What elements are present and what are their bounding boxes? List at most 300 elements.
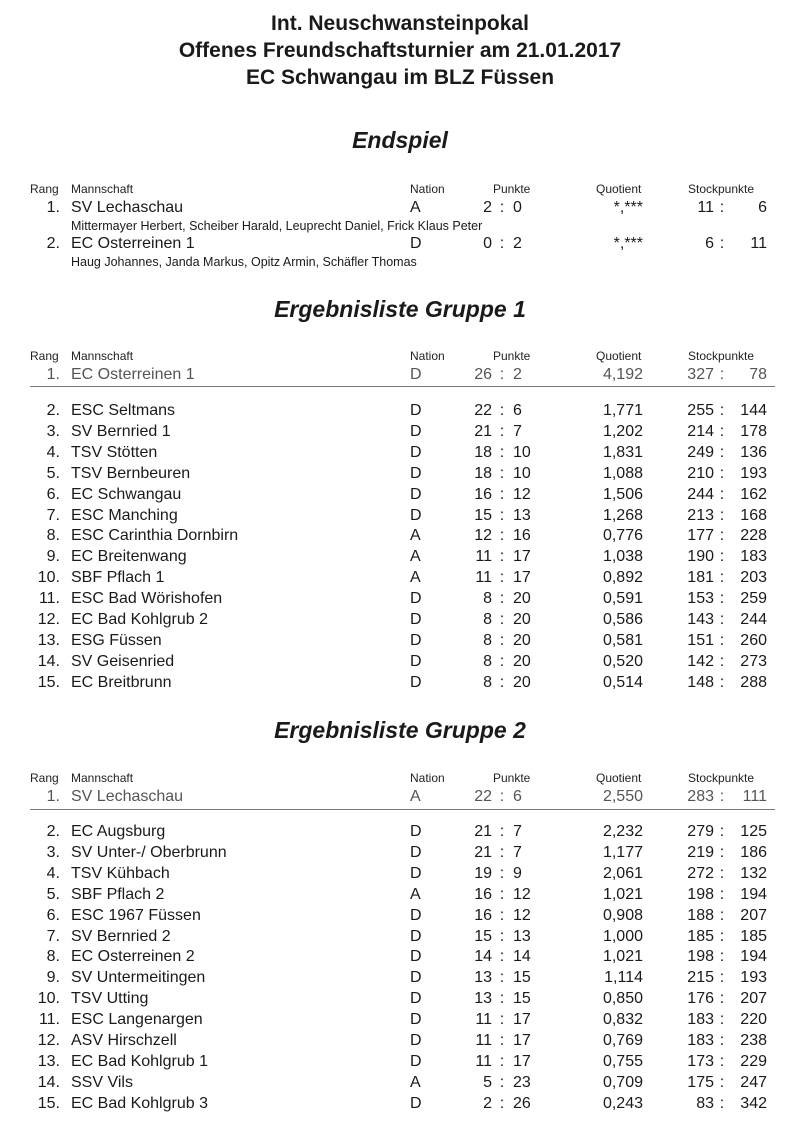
stock-points-against-cell: 194	[740, 948, 767, 966]
rank-cell: 10.	[37, 990, 60, 1008]
points-against-cell: 20	[513, 673, 531, 691]
stock-points-separator: :	[719, 199, 725, 216]
stock-points-separator: :	[719, 1052, 725, 1070]
col-punkte: Punkte	[493, 771, 531, 785]
stock-points-separator: :	[719, 843, 725, 861]
points-against-cell: 17	[513, 1052, 531, 1070]
points-against-cell: 26	[513, 1094, 531, 1112]
header-line-2: Offenes Freundschaftsturnier am 21.01.2017	[178, 39, 622, 62]
quotient-cell: 0,591	[602, 590, 643, 608]
points-against-cell: 10	[513, 443, 531, 461]
quotient-cell: 4,192	[602, 366, 643, 383]
points-separator: :	[499, 199, 505, 216]
table-row	[0, 402, 800, 423]
stock-points-against-cell: 136	[740, 443, 767, 461]
points-separator: :	[499, 885, 505, 903]
quotient-cell: 1,831	[602, 443, 643, 461]
nation-cell: A	[410, 1073, 421, 1091]
team-cell: ASV Hirschzell	[71, 1032, 177, 1049]
table-row	[0, 590, 800, 611]
stock-points-for-cell: 148	[687, 673, 714, 691]
points-for-cell: 14	[474, 948, 492, 966]
rank-cell: 5.	[46, 885, 60, 903]
stock-points-against-cell: 183	[740, 548, 767, 566]
stock-points-against-cell: 125	[740, 823, 767, 840]
rank-cell: 7.	[46, 927, 60, 945]
col-quotient: Quotient	[596, 349, 642, 363]
col-mannschaft: Mannschaft	[71, 349, 134, 363]
rank-cell: 2.	[46, 235, 60, 252]
team-cell: EC Augsburg	[71, 823, 166, 840]
stock-points-for-cell: 198	[687, 885, 714, 903]
points-separator: :	[499, 906, 505, 924]
points-against-cell: 7	[513, 422, 522, 440]
table-row	[0, 465, 800, 486]
stock-points-for-cell: 83	[696, 1094, 714, 1112]
stock-points-for-cell: 255	[687, 402, 714, 419]
points-separator: :	[499, 673, 505, 691]
quotient-cell: 0,776	[602, 527, 643, 545]
column-header-gruppe-2	[0, 771, 800, 785]
points-separator: :	[499, 1011, 505, 1029]
points-against-cell: 12	[513, 906, 531, 924]
stock-points-against-cell: 247	[740, 1073, 767, 1091]
nation-cell: A	[410, 199, 421, 216]
points-against-cell: 2	[513, 366, 522, 383]
stock-points-against-cell: 193	[740, 464, 767, 482]
team-cell: EC Bad Kohlgrub 2	[71, 611, 208, 628]
table-row	[0, 823, 800, 844]
quotient-cell: 1,771	[602, 402, 643, 419]
rank-cell: 11.	[38, 1011, 60, 1029]
points-separator: :	[499, 1052, 505, 1070]
team-cell: ESC Seltmans	[71, 402, 176, 419]
rank-cell: 15.	[37, 673, 60, 691]
rank-cell: 2.	[46, 823, 60, 840]
nation-cell: D	[410, 948, 422, 966]
points-separator: :	[499, 548, 505, 566]
points-against-cell: 10	[513, 464, 531, 482]
stock-points-for-cell: 190	[687, 548, 714, 566]
points-for-cell: 16	[474, 906, 492, 924]
points-separator: :	[499, 843, 505, 861]
stock-points-against-cell: 186	[740, 843, 767, 861]
col-rang: Rang	[30, 349, 59, 363]
stock-points-against-cell: 178	[740, 422, 767, 440]
team-cell: EC Bad Kohlgrub 3	[71, 1094, 208, 1112]
stock-points-against-cell: 132	[740, 864, 767, 882]
team-cell: SV Lechaschau	[71, 788, 184, 805]
stock-points-separator: :	[719, 906, 725, 924]
stock-points-separator: :	[719, 788, 725, 805]
table-row	[0, 569, 800, 590]
section-title-gruppe-2: Ergebnisliste Gruppe 2	[274, 717, 526, 743]
team-cell: ESC Carinthia Dornbirn	[71, 527, 239, 545]
points-separator: :	[499, 590, 505, 608]
nation-cell: A	[410, 569, 421, 587]
nation-cell: D	[410, 402, 422, 419]
points-against-cell: 20	[513, 652, 531, 670]
team-cell: TSV Utting	[71, 990, 149, 1008]
table-row	[0, 1095, 800, 1116]
table-row	[0, 507, 800, 528]
quotient-cell: 1,038	[602, 548, 643, 566]
table-row	[0, 1053, 800, 1074]
table-row	[0, 990, 800, 1011]
stock-points-separator: :	[719, 864, 725, 882]
team-cell: TSV Kühbach	[71, 864, 170, 882]
points-separator: :	[499, 927, 505, 945]
quotient-cell: 1,202	[602, 422, 643, 440]
rank-cell: 11.	[38, 590, 60, 608]
points-against-cell: 17	[513, 1011, 531, 1029]
table-row	[0, 928, 800, 949]
points-for-cell: 0	[483, 235, 492, 252]
stock-points-against-cell: 162	[740, 485, 767, 503]
stock-points-separator: :	[719, 990, 725, 1008]
stock-points-for-cell: 142	[687, 652, 714, 670]
points-separator: :	[499, 527, 505, 545]
points-against-cell: 14	[513, 948, 531, 966]
points-for-cell: 19	[474, 864, 492, 882]
points-for-cell: 8	[483, 611, 492, 628]
team-cell: EC Osterreinen 1	[71, 235, 195, 252]
nation-cell: D	[410, 1011, 422, 1029]
team-cell: ESC Langenargen	[71, 1011, 203, 1029]
rank-cell: 3.	[46, 843, 60, 861]
col-stockpunkte: Stockpunkte	[688, 771, 755, 785]
rank-cell: 4.	[46, 443, 60, 461]
points-for-cell: 22	[474, 788, 492, 805]
points-for-cell: 21	[474, 422, 492, 440]
points-against-cell: 13	[513, 927, 531, 945]
nation-cell: D	[410, 673, 422, 691]
stock-points-against-cell: 203	[740, 569, 767, 587]
col-rang: Rang	[30, 771, 59, 785]
col-nation: Nation	[410, 771, 445, 785]
col-nation: Nation	[410, 349, 445, 363]
points-against-cell: 9	[513, 864, 522, 882]
points-separator: :	[499, 485, 505, 503]
rank-cell: 1.	[46, 788, 60, 805]
team-cell: ESC 1967 Füssen	[71, 906, 201, 924]
team-cell: EC Bad Kohlgrub 1	[71, 1052, 208, 1070]
points-for-cell: 18	[474, 443, 492, 461]
quotient-cell: 0,850	[602, 990, 643, 1008]
nation-cell: D	[410, 990, 422, 1008]
col-quotient: Quotient	[596, 182, 642, 196]
stock-points-separator: :	[719, 1032, 725, 1049]
table-row	[0, 444, 800, 465]
table-row	[0, 235, 800, 256]
column-header-endspiel	[0, 182, 800, 196]
table-row	[0, 865, 800, 886]
stock-points-for-cell: 214	[687, 422, 714, 440]
quotient-cell: 1,021	[602, 885, 643, 903]
stock-points-against-cell: 144	[740, 402, 767, 419]
stock-points-separator: :	[719, 422, 725, 440]
table-row	[0, 527, 800, 548]
points-for-cell: 13	[474, 969, 492, 987]
col-punkte: Punkte	[493, 349, 531, 363]
team-cell: SV Geisenried	[71, 652, 175, 670]
stock-points-separator: :	[719, 948, 725, 966]
points-against-cell: 7	[513, 843, 522, 861]
team-cell: EC Breitbrunn	[71, 673, 172, 691]
stock-points-against-cell: 238	[740, 1032, 767, 1049]
points-for-cell: 8	[483, 631, 492, 649]
stock-points-against-cell: 260	[740, 631, 767, 649]
document-header	[0, 10, 800, 91]
nation-cell: D	[410, 422, 422, 440]
header-line-3: EC Schwangau im BLZ Füssen	[245, 66, 555, 89]
stock-points-for-cell: 183	[687, 1011, 714, 1029]
points-for-cell: 11	[475, 1052, 492, 1070]
stock-points-for-cell: 213	[687, 506, 714, 524]
points-separator: :	[499, 1073, 505, 1091]
stock-points-separator: :	[719, 823, 725, 840]
table-row	[0, 548, 800, 569]
stock-points-for-cell: 177	[687, 527, 714, 545]
points-against-cell: 2	[513, 235, 522, 252]
table-row	[0, 674, 800, 695]
team-cell: TSV Stötten	[71, 443, 158, 461]
stock-points-separator: :	[719, 235, 725, 252]
stock-points-for-cell: 181	[687, 569, 714, 587]
points-for-cell: 2	[483, 199, 492, 216]
quotient-cell: 0,769	[602, 1032, 643, 1049]
stock-points-for-cell: 143	[687, 611, 714, 628]
team-cell: SV Bernried 2	[71, 927, 171, 945]
rank-cell: 7.	[46, 506, 60, 524]
team-cell: ESG Füssen	[71, 631, 162, 649]
col-stockpunkte: Stockpunkte	[688, 182, 755, 196]
table-row	[0, 611, 800, 632]
table-row	[0, 907, 800, 928]
points-separator: :	[499, 569, 505, 587]
stock-points-against-cell: 288	[740, 673, 767, 691]
table-row	[0, 423, 800, 444]
points-against-cell: 0	[513, 199, 522, 216]
table-row	[0, 1074, 800, 1095]
quotient-cell: 1,506	[602, 485, 643, 503]
rank-cell: 6.	[46, 485, 60, 503]
nation-cell: D	[410, 1052, 422, 1070]
table-row	[0, 486, 800, 507]
quotient-cell: 0,832	[602, 1011, 643, 1029]
stock-points-for-cell: 272	[687, 864, 714, 882]
rank-cell: 4.	[46, 864, 60, 882]
points-against-cell: 6	[513, 402, 522, 419]
nation-cell: A	[410, 527, 421, 545]
rank-cell: 12.	[37, 1032, 60, 1049]
stock-points-separator: :	[719, 1073, 725, 1091]
points-for-cell: 16	[474, 485, 492, 503]
nation-cell: D	[410, 843, 422, 861]
stock-points-for-cell: 244	[687, 485, 714, 503]
points-for-cell: 8	[483, 652, 492, 670]
rank-cell: 15.	[37, 1094, 60, 1112]
quotient-cell: 0,520	[602, 652, 643, 670]
points-for-cell: 5	[483, 1073, 492, 1091]
team-cell: SV Unter-/ Oberbrunn	[71, 843, 227, 861]
points-against-cell: 17	[513, 548, 531, 566]
stock-points-separator: :	[719, 443, 725, 461]
quotient-cell: 2,061	[602, 864, 643, 882]
stock-points-for-cell: 173	[687, 1052, 714, 1070]
table-row	[0, 948, 800, 969]
rank-cell: 14.	[37, 1073, 60, 1091]
quotient-cell: 0,586	[602, 611, 643, 628]
quotient-cell: 0,892	[602, 569, 643, 587]
team-members: Mittermayer Herbert, Scheiber Harald, Leuprecht Daniel, Frick Klaus Peter	[71, 219, 483, 233]
stock-points-against-cell: 6	[758, 199, 767, 216]
divider-gruppe-2	[30, 809, 775, 810]
stock-points-against-cell: 168	[740, 506, 767, 524]
rank-cell: 2.	[46, 402, 60, 419]
points-separator: :	[499, 506, 505, 524]
team-cell: SV Bernried 1	[71, 422, 171, 440]
points-against-cell: 16	[513, 527, 531, 545]
points-separator: :	[499, 402, 505, 419]
stock-points-for-cell: 198	[687, 948, 714, 966]
table-row	[0, 969, 800, 990]
points-separator: :	[499, 788, 505, 805]
team-cell: EC Breitenwang	[71, 548, 187, 566]
nation-cell: D	[410, 631, 422, 649]
stock-points-for-cell: 183	[687, 1032, 714, 1049]
table-row	[0, 1011, 800, 1032]
points-for-cell: 12	[474, 527, 492, 545]
points-for-cell: 18	[474, 464, 492, 482]
points-against-cell: 13	[513, 506, 531, 524]
rank-cell: 1.	[46, 366, 60, 383]
table-row	[0, 1032, 800, 1053]
points-for-cell: 11	[475, 1032, 492, 1049]
stock-points-separator: :	[719, 885, 725, 903]
nation-cell: D	[410, 906, 422, 924]
stock-points-separator: :	[719, 969, 725, 987]
rank-cell: 13.	[37, 1052, 60, 1070]
nation-cell: D	[410, 1032, 422, 1049]
stock-points-for-cell: 11	[697, 199, 714, 216]
quotient-cell: 2,232	[602, 823, 643, 840]
stock-points-against-cell: 228	[740, 527, 767, 545]
stock-points-separator: :	[719, 673, 725, 691]
rank-cell: 6.	[46, 906, 60, 924]
team-cell: SV Untermeitingen	[71, 969, 206, 987]
points-for-cell: 16	[474, 885, 492, 903]
stock-points-separator: :	[719, 464, 725, 482]
nation-cell: A	[410, 788, 421, 805]
rank-cell: 9.	[46, 969, 60, 987]
points-for-cell: 11	[475, 548, 492, 566]
stock-points-for-cell: 188	[687, 906, 714, 924]
quotient-cell: 0,243	[602, 1094, 643, 1112]
points-for-cell: 15	[474, 927, 492, 945]
nation-cell: D	[410, 823, 422, 840]
rank-cell: 14.	[37, 652, 60, 670]
rank-cell: 3.	[46, 422, 60, 440]
stock-points-for-cell: 153	[687, 590, 714, 608]
stock-points-against-cell: 220	[740, 1011, 767, 1029]
rank-cell: 13.	[37, 631, 60, 649]
stock-points-against-cell: 273	[740, 652, 767, 670]
col-quotient: Quotient	[596, 771, 642, 785]
col-rang: Rang	[30, 182, 59, 196]
points-against-cell: 17	[513, 1032, 531, 1049]
stock-points-for-cell: 279	[687, 823, 714, 840]
nation-cell: D	[410, 464, 422, 482]
stock-points-separator: :	[719, 366, 725, 383]
col-mannschaft: Mannschaft	[71, 771, 134, 785]
points-separator: :	[499, 422, 505, 440]
points-against-cell: 6	[513, 788, 522, 805]
points-for-cell: 21	[474, 823, 492, 840]
stock-points-separator: :	[719, 1094, 725, 1112]
stock-points-separator: :	[719, 927, 725, 945]
stock-points-separator: :	[719, 652, 725, 670]
col-nation: Nation	[410, 182, 445, 196]
quotient-cell: 1,114	[604, 969, 643, 987]
stock-points-against-cell: 193	[740, 969, 767, 987]
points-separator: :	[499, 864, 505, 882]
stock-points-against-cell: 342	[740, 1094, 767, 1112]
points-against-cell: 12	[513, 485, 531, 503]
nation-cell: D	[410, 864, 422, 882]
points-separator: :	[499, 823, 505, 840]
quotient-cell: 1,021	[602, 948, 643, 966]
points-separator: :	[499, 443, 505, 461]
stock-points-for-cell: 151	[687, 631, 714, 649]
nation-cell: D	[410, 485, 422, 503]
points-for-cell: 26	[474, 366, 492, 383]
team-cell: SV Lechaschau	[71, 199, 184, 216]
stock-points-against-cell: 244	[740, 611, 767, 628]
column-header-gruppe-1	[0, 349, 800, 363]
points-for-cell: 11	[475, 1011, 492, 1029]
quotient-cell: 0,755	[602, 1052, 643, 1070]
points-against-cell: 15	[513, 990, 531, 1008]
stock-points-against-cell: 78	[749, 366, 767, 383]
stock-points-separator: :	[719, 548, 725, 566]
stock-points-against-cell: 11	[750, 235, 767, 252]
stock-points-separator: :	[719, 611, 725, 628]
stock-points-against-cell: 194	[740, 885, 767, 903]
stock-points-separator: :	[719, 569, 725, 587]
stock-points-for-cell: 210	[687, 464, 714, 482]
stock-points-for-cell: 176	[687, 990, 714, 1008]
points-against-cell: 20	[513, 611, 531, 628]
team-members: Haug Johannes, Janda Markus, Opitz Armin, Schäfler Thomas	[71, 255, 417, 269]
nation-cell: D	[410, 506, 422, 524]
points-separator: :	[499, 1094, 505, 1112]
table-row	[0, 844, 800, 865]
stock-points-against-cell: 207	[740, 990, 767, 1008]
points-against-cell: 23	[513, 1073, 531, 1091]
rank-cell: 8.	[46, 527, 60, 545]
points-separator: :	[499, 652, 505, 670]
quotient-cell: 1,000	[602, 927, 643, 945]
rank-cell: 8.	[46, 948, 60, 966]
points-separator: :	[499, 1032, 505, 1049]
stock-points-against-cell: 111	[742, 788, 767, 805]
points-separator: :	[499, 990, 505, 1008]
points-separator: :	[499, 948, 505, 966]
points-for-cell: 8	[483, 673, 492, 691]
stock-points-for-cell: 215	[687, 969, 714, 987]
stock-points-against-cell: 259	[740, 590, 767, 608]
